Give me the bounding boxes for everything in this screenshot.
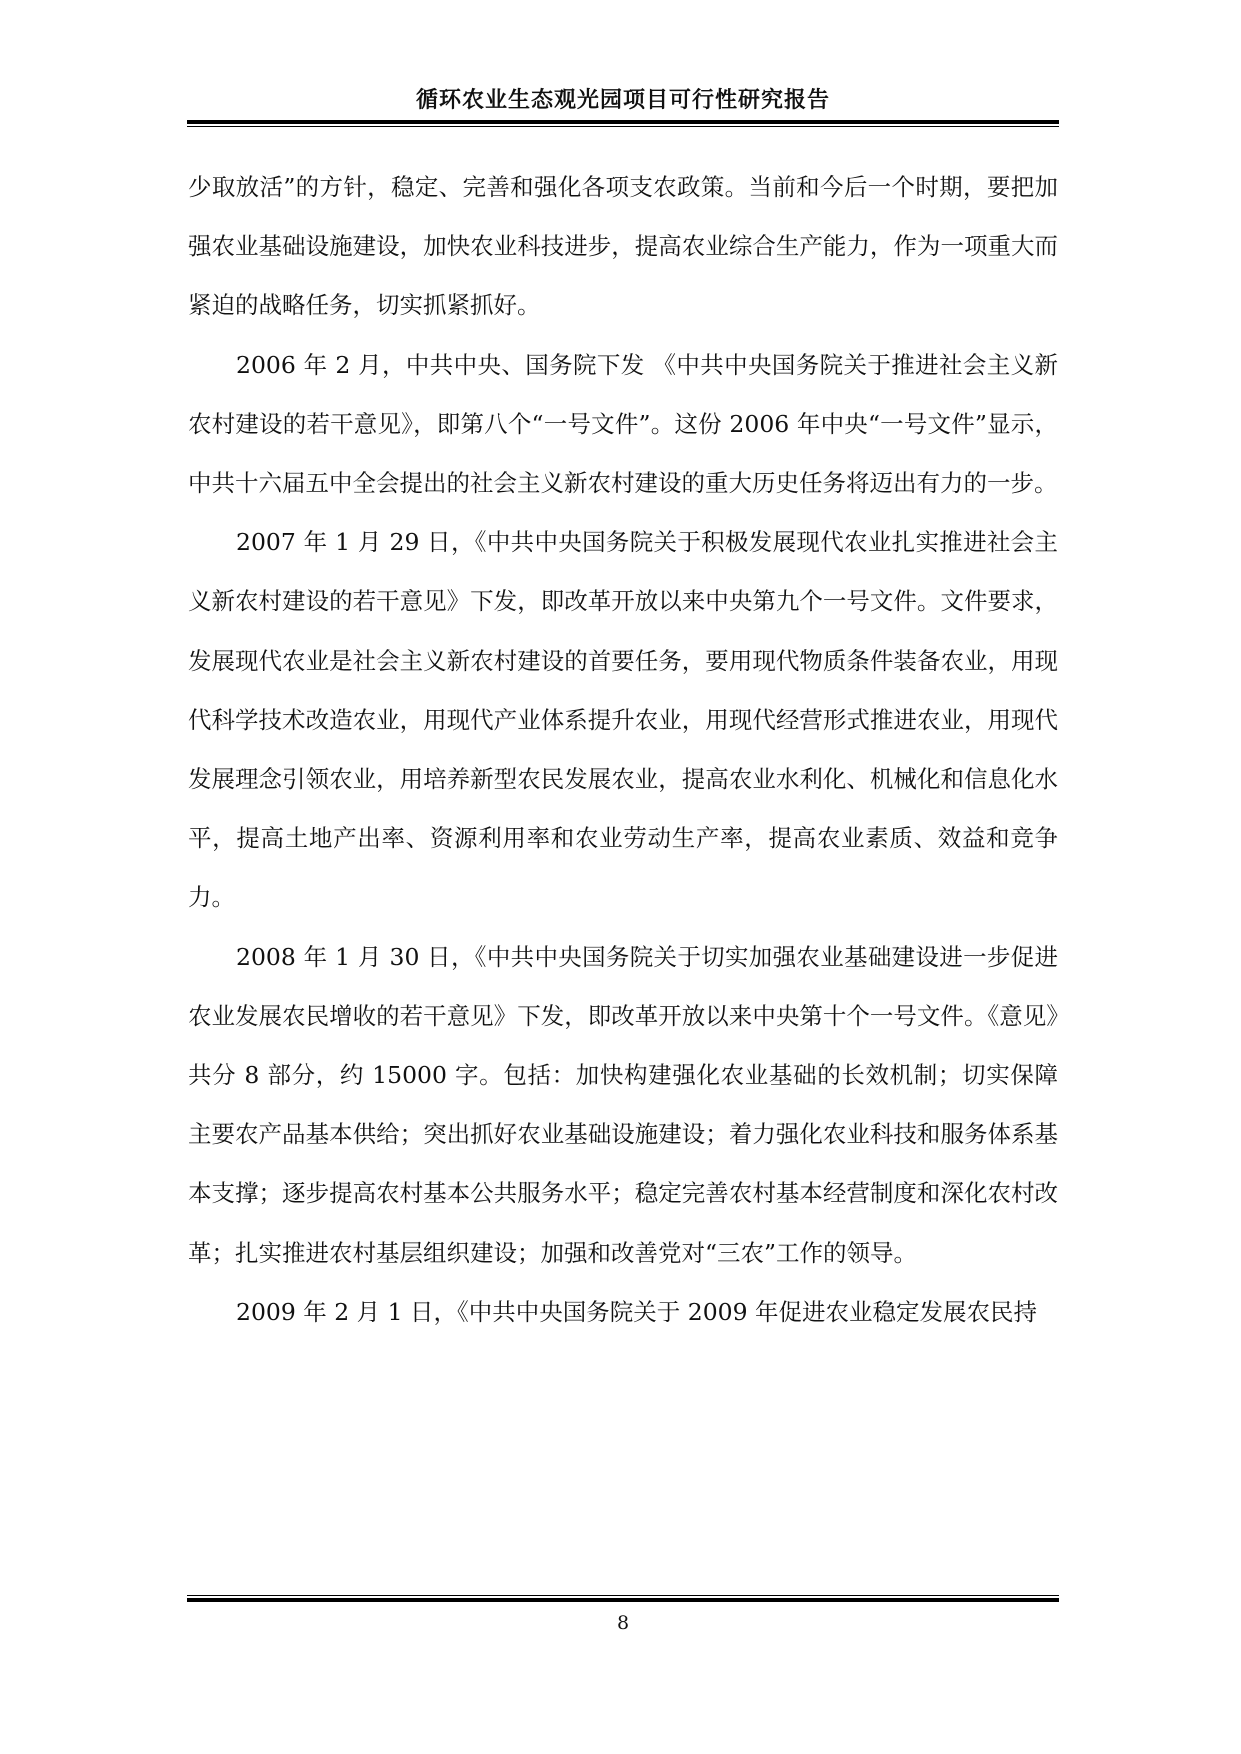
page-number: 8: [616, 1612, 630, 1634]
footer-rule-thick: [187, 1598, 1059, 1602]
paragraph-continuation: 少取放活”的方针，稳定、完善和强化各项支农政策。当前和今后一个时期，要把加强农业基础设施建设，加快农业科技进步，提高农业综合生产能力，作为一项重大而紧迫的战略任务，切实抓紧抓好。: [188, 173, 1058, 320]
page-header-title: 循环农业生态观光园项目可行性研究报告: [415, 88, 830, 113]
paragraph-2007: 2007 年 1 月 29 日，《中共中央国务院关于积极发展现代农业扎实推进社会主义新农村建设的若干意见》下发，即改革开放以来中央第九个一号文件。文件要求，发展现代农业是社会主义新农村建设的首要任务，要用现代物质条件装备农业，用现代科学技术改造农业，用现代产业体系提升农业，用现代经营形式推进农业，用现代发展理念引领农业，用培养新型农民发展农业，提高农业水利化、机械化和信息化水平，提高土地产出率、资源利用率和农业劳动生产率，提高农业素质、效益和竞争力。: [188, 528, 1058, 912]
header-rule-thin: [187, 126, 1059, 127]
paragraph-2008: 2008 年 1 月 30 日，《中共中央国务院关于切实加强农业基础建设进一步促进农业发展农民增收的若干意见》下发，即改革开放以来中央第十个一号文件。《意见》共分 8 部分，约 15000 字。包括：加快构建强化农业基础的长效机制；切实保障主要农产品基本供给；突出抓好农业基础设施建设；着力强化农业科技和服务体系基本支撑；逐步提高农村基本公共服务水平；稳定完善农村基本经营制度和深化农村改革；扎实推进农村基层组织建设；加强和改善党对“三农”工作的领导。: [188, 942, 1058, 1267]
paragraph-2006: 2006 年 2 月，中共中央、国务院下发 《中共中央国务院关于推进社会主义新农村建设的若干意见》，即第八个“一号文件”。这份 2006 年中央“一号文件”显示，中共十六届五中全会提出的社会主义新农村建设的重大历史任务将迈出有力的一步。: [188, 350, 1058, 498]
footer-rule-thin: [187, 1595, 1059, 1596]
header-rule-thick: [187, 120, 1059, 124]
paragraph-2009: 2009 年 2 月 1 日，《中共中央国务院关于 2009 年促进农业稳定发展农民持: [236, 1297, 1038, 1326]
document-body: [188, 158, 1058, 1342]
